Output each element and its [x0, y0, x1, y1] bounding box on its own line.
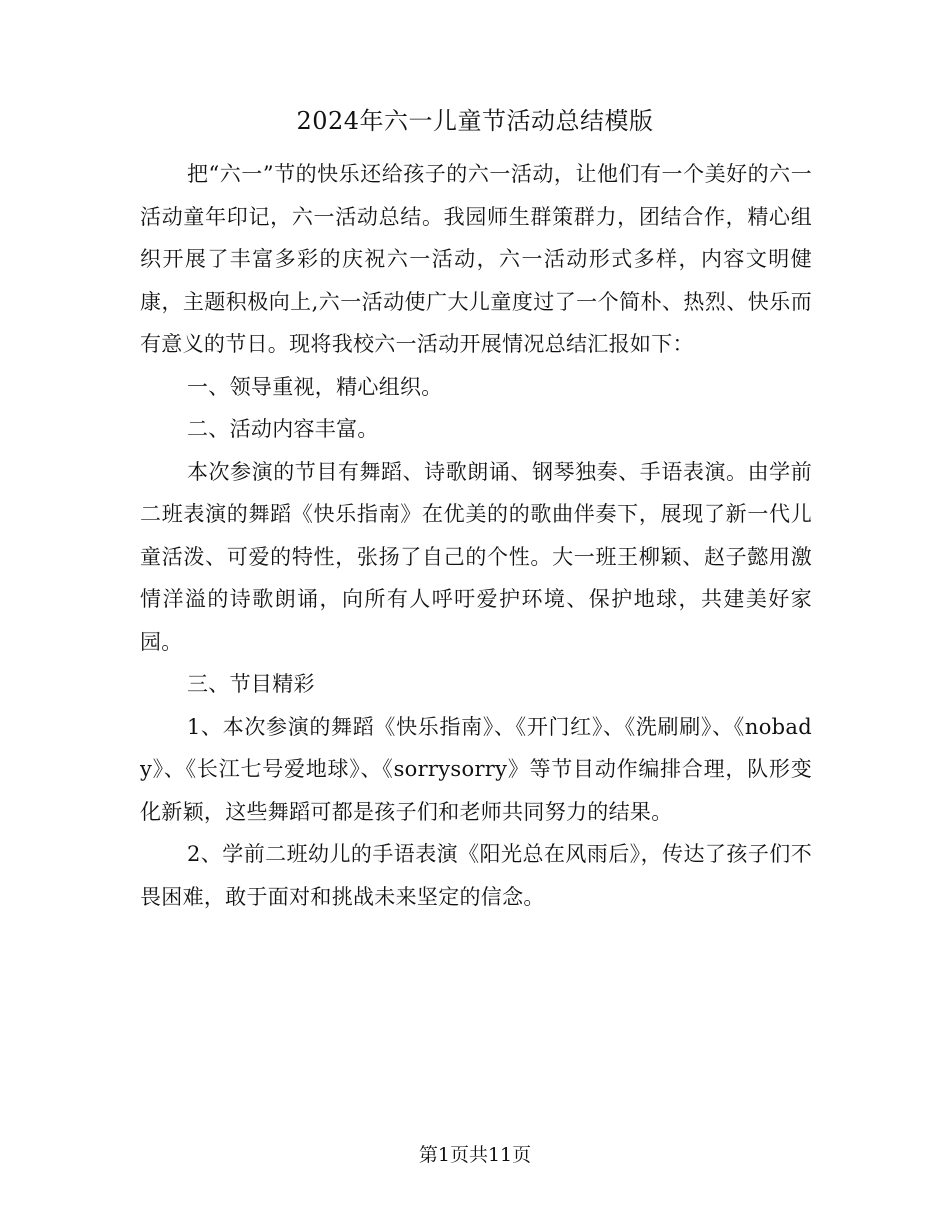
heading-section-2: 二、活动内容丰富。 [187, 417, 379, 441]
paragraph-intro: 把“六一”节的快乐还给孩子的六一活动，让他们有一个美好的六一活动童年印记，六一活动总结。我园师生群策群力，团结合作，精心组织开展了丰富多彩的庆祝六一活动，六一活动形式多样，内容文明健康，主题积极向上,六一活动使广大儿童度过了一个简朴、热烈、快乐而有意义的节日。现将我校六一活动开展情况总结汇报如下： [140, 162, 812, 356]
heading-section-3: 三、节目精彩 [187, 672, 315, 696]
paragraph-item-1: 1、本次参演的舞蹈《快乐指南》、《开门红》、《洗刷刷》、《nobady》、《长江七号爱地球》、《sorrysorry》等节目动作编排合理，队形变化新颖，这些舞蹈可都是孩子们和老师共同努力的结果。 [140, 714, 812, 824]
document-title: 2024年六一儿童节活动总结模版 [296, 107, 654, 135]
paragraph-item-2: 2、学前二班幼儿的手语表演《阳光总在风雨后》，传达了孩子们不畏困难，敢于面对和挑战未来坚定的信念。 [140, 842, 812, 909]
page-number-footer: 第1页共11页 [418, 1144, 532, 1166]
heading-section-1: 一、领导重视，精心组织。 [187, 374, 443, 399]
document-body [140, 153, 812, 918]
paragraph-programs: 本次参演的节目有舞蹈、诗歌朗诵、钢琴独奏、手语表演。由学前二班表演的舞蹈《快乐指南》在优美的的歌曲伴奏下，展现了新一代儿童活泼、可爱的特性，张扬了自己的个性。大一班王柳颖、赵子懿用激情洋溢的诗歌朗诵，向所有人呼吁爱护环境、保护地球，共建美好家园。 [140, 459, 812, 654]
